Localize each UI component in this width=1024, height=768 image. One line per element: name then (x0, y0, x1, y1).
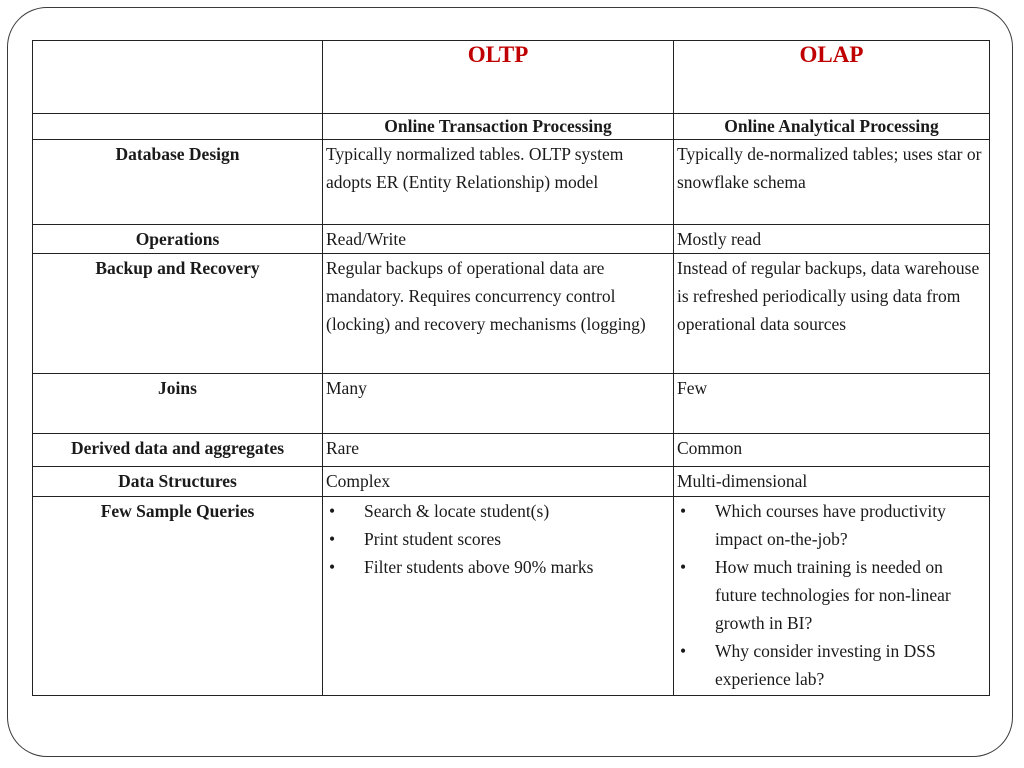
table-header-row (33, 41, 990, 114)
olap-subtitle: Online Analytical Processing (674, 114, 990, 140)
table-row (33, 434, 990, 467)
oltp-operations: Read/Write (323, 225, 674, 254)
oltp-sample-queries (323, 497, 674, 696)
oltp-database-design: Typically normalized tables. OLTP system adopts ER (Entity Relationship) model (323, 140, 674, 225)
olap-title: OLAP (799, 42, 864, 67)
list-item: • Filter students above 90% marks (326, 553, 670, 581)
bullet-icon: • (329, 557, 336, 577)
olap-database-design: Typically de-normalized tables; uses star or snowflake schema (674, 140, 990, 225)
list-item: • Search & locate student(s) (326, 497, 670, 525)
table-row (33, 497, 990, 696)
table-subheader-row (33, 114, 990, 140)
row-label-backup-recovery: Backup and Recovery (33, 254, 323, 374)
olap-backup-recovery: Instead of regular backups, data warehouse is refreshed periodically using data from operational data sources (674, 254, 990, 374)
table-row (33, 467, 990, 497)
table-row (33, 225, 990, 254)
bullet-icon: • (680, 557, 687, 577)
row-label-database-design: Database Design (33, 140, 323, 225)
oltp-backup-recovery: Regular backups of operational data are mandatory. Requires concurrency control (locking) and recovery mechanisms (logging) (323, 254, 674, 374)
oltp-query-list (326, 497, 670, 581)
row-label-joins: Joins (33, 374, 323, 434)
olap-operations: Mostly read (674, 225, 990, 254)
oltp-derived-data: Rare (323, 434, 674, 467)
table-row (33, 374, 990, 434)
bullet-icon: • (329, 529, 336, 549)
olap-data-structures: Multi-dimensional (674, 467, 990, 497)
bullet-icon: • (680, 501, 687, 521)
list-item: • How much training is needed on future technologies for non-linear growth in BI? (677, 553, 986, 637)
header-cell-empty (33, 41, 323, 114)
list-item: • Why consider investing in DSS experience lab? (677, 637, 986, 693)
table-row (33, 254, 990, 374)
subheader-cell-empty (33, 114, 323, 140)
olap-query-list (677, 497, 986, 693)
oltp-joins: Many (323, 374, 674, 434)
list-item: • Print student scores (326, 525, 670, 553)
oltp-data-structures: Complex (323, 467, 674, 497)
olap-sample-queries (674, 497, 990, 696)
row-label-operations: Operations (33, 225, 323, 254)
row-label-data-structures: Data Structures (33, 467, 323, 497)
bullet-icon: • (680, 641, 687, 661)
comparison-table (32, 40, 990, 696)
olap-joins: Few (674, 374, 990, 434)
bullet-icon: • (329, 501, 336, 521)
oltp-subtitle: Online Transaction Processing (323, 114, 674, 140)
olap-derived-data: Common (674, 434, 990, 467)
header-cell-olap (674, 41, 990, 114)
row-label-derived-data: Derived data and aggregates (33, 434, 323, 467)
row-label-sample-queries: Few Sample Queries (33, 497, 323, 696)
list-item: • Which courses have productivity impact on-the-job? (677, 497, 986, 553)
table-row (33, 140, 990, 225)
header-cell-oltp (323, 41, 674, 114)
oltp-title: OLTP (467, 42, 529, 67)
